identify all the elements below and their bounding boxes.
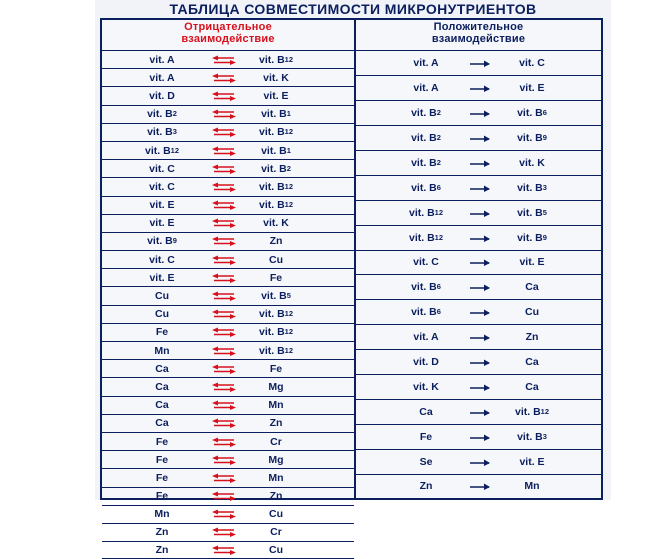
red-double-arrow-icon [212, 473, 236, 483]
red-double-arrow-icon [212, 309, 236, 319]
negative-pair-second-nutrient: Zn [269, 235, 283, 248]
blue-single-arrow-icon [470, 258, 490, 266]
red-double-arrow-icon [212, 182, 236, 192]
negative-pair-first-nutrient: Cu [155, 290, 169, 303]
red-double-arrow-icon [212, 400, 236, 410]
blue-single-arrow-icon [470, 184, 490, 192]
negative-pair-second-nutrient: vit. B 1 [261, 144, 291, 157]
negative-pair-second-nutrient: vit. B 5 [261, 290, 291, 303]
negative-pair-row [102, 305, 354, 323]
page-title: ТАБЛИЦА СОВМЕСТИМОСТИ МИКРОНУТРИЕНТОВ [169, 1, 537, 17]
negative-interactions-list [102, 50, 354, 559]
positive-pair-second-nutrient: Ca [525, 381, 539, 394]
positive-pair-second-nutrient: Zn [525, 331, 539, 344]
negative-pair-second-nutrient: Mn [268, 399, 284, 412]
positive-pair-first-nutrient: vit. A [413, 56, 439, 69]
negative-pair-second-nutrient: Fe [269, 271, 283, 284]
negative-pair-second-nutrient: vit. B 12 [258, 308, 293, 321]
positive-pair-second-nutrient: vit. C [519, 56, 545, 69]
positive-pair-row [356, 125, 601, 150]
blue-single-arrow-icon [470, 358, 490, 366]
positive-pair-first-nutrient: vit. B 6 [411, 306, 441, 319]
positive-pair-row [356, 324, 601, 349]
positive-pair-row [356, 374, 601, 399]
negative-pair-row [102, 541, 354, 559]
negative-pair-first-nutrient: Zn [155, 526, 169, 539]
positive-pair-row [356, 200, 601, 225]
positive-pair-first-nutrient: Se [419, 455, 433, 468]
positive-pair-first-nutrient: vit. B 2 [411, 156, 441, 169]
blue-single-arrow-icon [470, 308, 490, 316]
positive-pair-first-nutrient: vit. A [413, 81, 439, 94]
blue-single-arrow-icon [470, 408, 490, 416]
negative-pair-second-nutrient: Cu [269, 544, 283, 557]
negative-pair-second-nutrient: vit. K [263, 71, 289, 84]
positive-pair-row [356, 50, 601, 75]
red-double-arrow-icon [212, 127, 236, 137]
blue-single-arrow-icon [470, 59, 490, 67]
positive-pair-second-nutrient: vit. E [519, 455, 545, 468]
negative-pair-row [102, 268, 354, 286]
negative-pair-row [102, 359, 354, 377]
negative-pair-row [102, 432, 354, 450]
negative-pair-first-nutrient: vit. C [149, 162, 175, 175]
negative-pair-first-nutrient: vit. C [149, 180, 175, 193]
red-double-arrow-icon [212, 527, 236, 537]
negative-header-line-1: Отрицательное [184, 21, 272, 33]
blue-single-arrow-icon [470, 159, 490, 167]
red-double-arrow-icon [212, 73, 236, 83]
positive-pair-row [356, 349, 601, 374]
negative-pair-row [102, 468, 354, 486]
negative-pair-second-nutrient: vit. B 12 [258, 180, 293, 193]
positive-interactions-list [356, 50, 601, 499]
positive-pair-first-nutrient: vit. K [413, 381, 439, 394]
positive-pair-row [356, 399, 601, 424]
red-double-arrow-icon [212, 327, 236, 337]
positive-pair-row [356, 75, 601, 100]
positive-pair-first-nutrient: vit. C [413, 256, 439, 269]
negative-pair-row [102, 414, 354, 432]
negative-pair-first-nutrient: vit. B 12 [144, 144, 179, 157]
negative-pair-row [102, 523, 354, 541]
positive-pair-second-nutrient: vit. E [519, 256, 545, 269]
negative-pair-second-nutrient: vit. B 12 [258, 199, 293, 212]
red-double-arrow-icon [212, 146, 236, 156]
red-double-arrow-icon [212, 509, 236, 519]
positive-pair-first-nutrient: Ca [419, 406, 433, 419]
negative-pair-first-nutrient: vit. D [149, 89, 175, 102]
negative-pair-second-nutrient: Cu [269, 253, 283, 266]
negative-pair-first-nutrient: Ca [155, 380, 169, 393]
red-double-arrow-icon [212, 545, 236, 555]
positive-pair-first-nutrient: vit. B 12 [408, 231, 443, 244]
negative-pair-second-nutrient: Cr [270, 435, 282, 448]
negative-pair-row [102, 341, 354, 359]
blue-single-arrow-icon [470, 209, 490, 217]
negative-pair-second-nutrient: vit. B 1 [261, 108, 291, 121]
positive-pair-row [356, 424, 601, 449]
negative-pair-row [102, 159, 354, 177]
negative-pair-first-nutrient: Fe [155, 326, 169, 339]
blue-single-arrow-icon [470, 84, 490, 92]
negative-pair-second-nutrient: vit. B 12 [258, 344, 293, 357]
positive-column-header [356, 21, 601, 45]
positive-header-line-1: Положительное [433, 21, 524, 33]
negative-pair-first-nutrient: vit. E [149, 217, 175, 230]
positive-pair-first-nutrient: Fe [419, 431, 433, 444]
negative-pair-second-nutrient: Mg [268, 453, 284, 466]
red-double-arrow-icon [212, 273, 236, 283]
negative-pair-first-nutrient: vit. C [149, 253, 175, 266]
negative-pair-second-nutrient: vit. E [263, 89, 289, 102]
compatibility-table [100, 18, 603, 557]
positive-pair-row [356, 474, 601, 499]
blue-single-arrow-icon [470, 433, 490, 441]
negative-pair-first-nutrient: vit. E [149, 271, 175, 284]
negative-pair-row [102, 105, 354, 123]
red-double-arrow-icon [212, 364, 236, 374]
negative-pair-row [102, 50, 354, 68]
negative-pair-row [102, 214, 354, 232]
negative-pair-row [102, 177, 354, 195]
negative-pair-row [102, 86, 354, 104]
blue-single-arrow-icon [470, 283, 490, 291]
positive-pair-first-nutrient: Zn [419, 480, 433, 493]
red-double-arrow-icon [212, 382, 236, 392]
blue-single-arrow-icon [470, 458, 490, 466]
negative-pair-second-nutrient: Fe [269, 362, 283, 375]
negative-pair-row [102, 505, 354, 523]
positive-pair-row [356, 150, 601, 175]
negative-pair-second-nutrient: vit. B 12 [258, 53, 293, 66]
blue-single-arrow-icon [470, 109, 490, 117]
positive-pair-second-nutrient: vit. B 5 [517, 206, 547, 219]
negative-pair-row [102, 68, 354, 86]
red-double-arrow-icon [212, 164, 236, 174]
negative-pair-row [102, 323, 354, 341]
blue-single-arrow-icon [470, 482, 490, 490]
negative-pair-first-nutrient: vit. B 3 [147, 126, 177, 139]
positive-pair-row [356, 225, 601, 250]
red-double-arrow-icon [212, 55, 236, 65]
negative-pair-first-nutrient: Fe [155, 471, 169, 484]
negative-pair-second-nutrient: vit. B 2 [261, 162, 291, 175]
positive-pair-row [356, 100, 601, 125]
positive-pair-first-nutrient: vit. B 2 [411, 106, 441, 119]
positive-pair-second-nutrient: Cu [525, 306, 539, 319]
negative-pair-first-nutrient: vit. A [149, 53, 175, 66]
negative-pair-first-nutrient: Fe [155, 453, 169, 466]
negative-header-line-2: взаимодействие [181, 33, 275, 45]
positive-pair-first-nutrient: vit. B 6 [411, 181, 441, 194]
red-double-arrow-icon [212, 255, 236, 265]
negative-pair-row [102, 377, 354, 395]
negative-pair-first-nutrient: Fe [155, 490, 169, 503]
negative-pair-first-nutrient: Mn [154, 508, 170, 521]
negative-pair-row [102, 250, 354, 268]
negative-pair-first-nutrient: Ca [155, 399, 169, 412]
positive-pair-second-nutrient: vit. E [519, 81, 545, 94]
negative-pair-first-nutrient: Fe [155, 435, 169, 448]
red-double-arrow-icon [212, 291, 236, 301]
positive-pair-first-nutrient: vit. B 6 [411, 281, 441, 294]
compatibility-table-sheet [95, 0, 611, 557]
negative-pair-row [102, 232, 354, 250]
negative-pair-first-nutrient: vit. A [149, 71, 175, 84]
negative-pair-second-nutrient: Cr [270, 526, 282, 539]
negative-pair-first-nutrient: Ca [155, 417, 169, 430]
negative-pair-row [102, 196, 354, 214]
negative-pair-second-nutrient: Cu [269, 508, 283, 521]
negative-pair-second-nutrient: Mg [268, 380, 284, 393]
red-double-arrow-icon [212, 91, 236, 101]
negative-pair-second-nutrient: Zn [269, 490, 283, 503]
negative-pair-first-nutrient: Mn [154, 344, 170, 357]
red-double-arrow-icon [212, 236, 236, 246]
positive-pair-second-nutrient: Mn [524, 480, 540, 493]
blue-single-arrow-icon [470, 134, 490, 142]
positive-pair-row [356, 250, 601, 275]
red-double-arrow-icon [212, 418, 236, 428]
negative-pair-second-nutrient: vit. B 12 [258, 326, 293, 339]
negative-pair-second-nutrient: vit. B 12 [258, 126, 293, 139]
positive-pair-row [356, 299, 601, 324]
positive-pair-first-nutrient: vit. B 2 [411, 131, 441, 144]
red-double-arrow-icon [212, 346, 236, 356]
red-double-arrow-icon [212, 109, 236, 119]
negative-pair-row [102, 450, 354, 468]
positive-pair-second-nutrient: Ca [525, 281, 539, 294]
negative-pair-row [102, 487, 354, 505]
positive-pair-second-nutrient: vit. B 12 [514, 406, 549, 419]
positive-pair-second-nutrient: vit. B 9 [517, 231, 547, 244]
negative-pair-row [102, 396, 354, 414]
positive-pair-row [356, 274, 601, 299]
red-double-arrow-icon [212, 218, 236, 228]
positive-pair-first-nutrient: vit. B 12 [408, 206, 443, 219]
blue-single-arrow-icon [470, 383, 490, 391]
red-double-arrow-icon [212, 200, 236, 210]
negative-pair-row [102, 286, 354, 304]
positive-pair-first-nutrient: vit. A [413, 331, 439, 344]
positive-pair-second-nutrient: vit. K [519, 156, 545, 169]
positive-header-line-2: взаимодействие [431, 33, 526, 45]
positive-pair-second-nutrient: vit. B 6 [517, 106, 547, 119]
positive-pair-row [356, 175, 601, 200]
negative-pair-second-nutrient: vit. K [263, 217, 289, 230]
negative-pair-first-nutrient: vit. B 2 [147, 108, 177, 121]
positive-pair-second-nutrient: vit. B 3 [517, 181, 547, 194]
negative-column-header [102, 21, 354, 45]
positive-pair-second-nutrient: vit. B 9 [517, 131, 547, 144]
negative-pair-first-nutrient: vit. E [149, 199, 175, 212]
negative-pair-first-nutrient: Zn [155, 544, 169, 557]
negative-pair-first-nutrient: Ca [155, 362, 169, 375]
positive-pair-row [356, 449, 601, 474]
negative-pair-second-nutrient: Mn [268, 471, 284, 484]
negative-pair-row [102, 123, 354, 141]
negative-pair-row [102, 141, 354, 159]
negative-pair-first-nutrient: vit. B 9 [147, 235, 177, 248]
blue-single-arrow-icon [470, 333, 490, 341]
positive-pair-second-nutrient: vit. B 3 [517, 431, 547, 444]
negative-pair-second-nutrient: Zn [269, 417, 283, 430]
positive-pair-first-nutrient: vit. D [413, 356, 439, 369]
red-double-arrow-icon [212, 437, 236, 447]
positive-pair-second-nutrient: Ca [525, 356, 539, 369]
blue-single-arrow-icon [470, 234, 490, 242]
negative-pair-first-nutrient: Cu [155, 308, 169, 321]
red-double-arrow-icon [212, 455, 236, 465]
